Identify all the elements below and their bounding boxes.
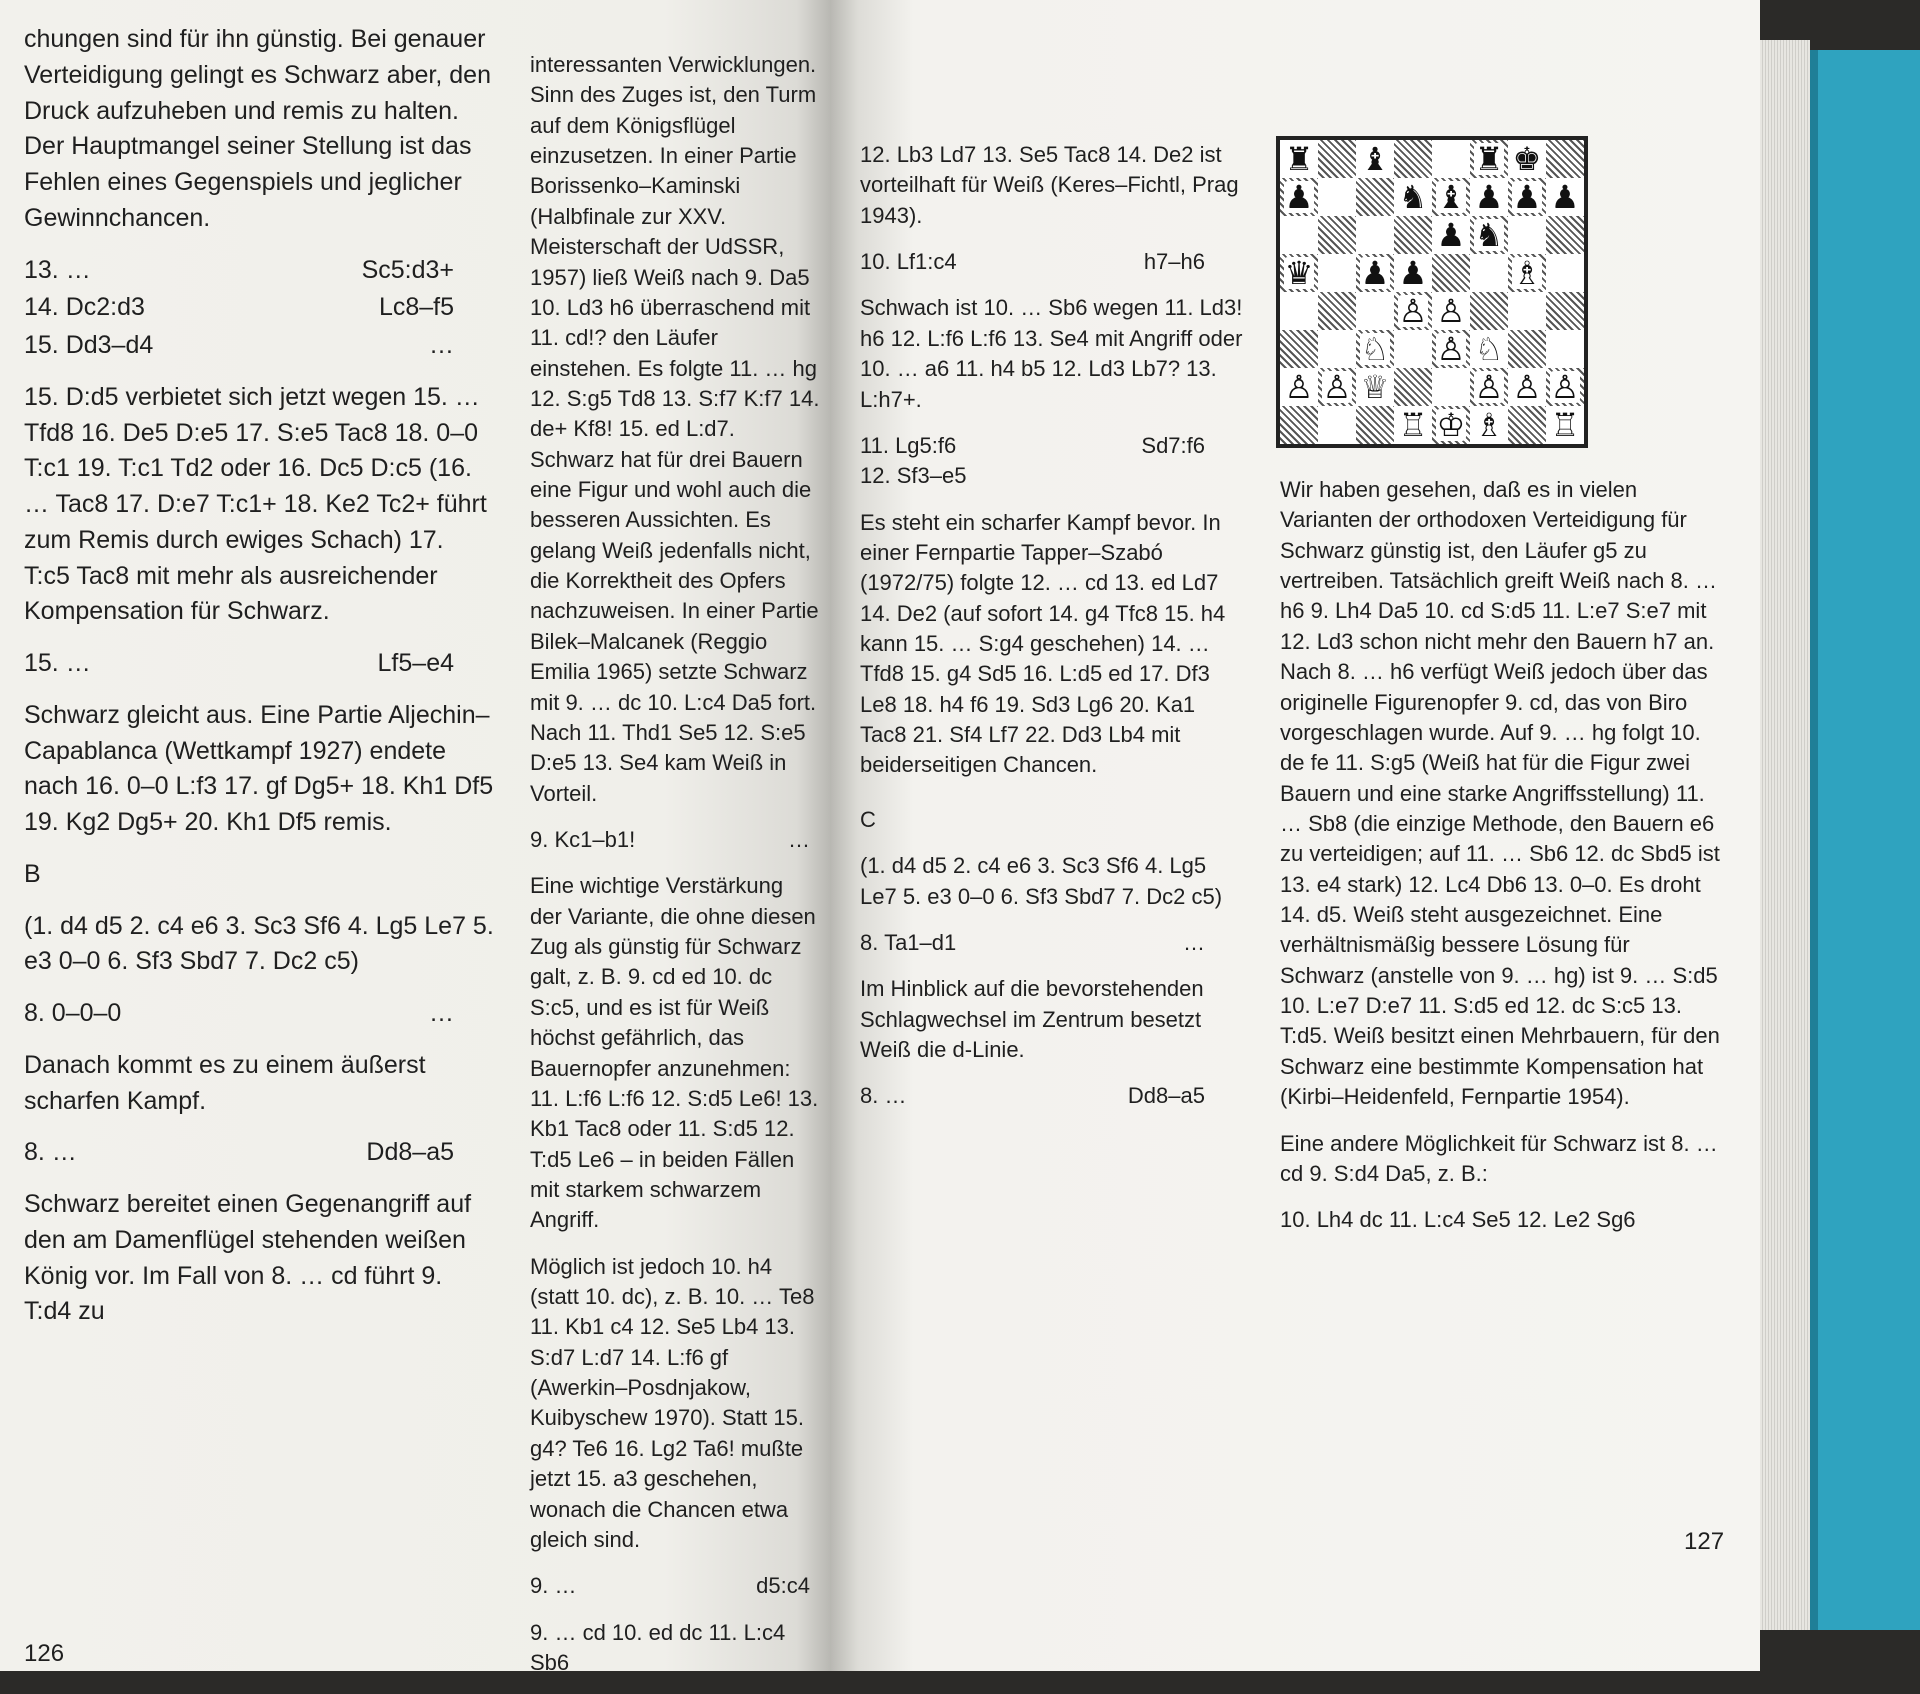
chess-piece: ♟ [1550,178,1580,216]
chess-piece: ♟ [1398,254,1428,292]
board-square [1394,254,1432,292]
board-square [1470,178,1508,216]
book-cover-edge [1810,50,1818,1630]
move-line [860,461,1245,491]
paragraph: chungen sind für ihn günstig. Bei genauer Verteidigung gelingt es Schwarz aber, den Druck aufzuheben und remis zu halten. Der Hauptmangel seiner Stellung ist das Fehlen eines Gegenspiels und jeglicher Gewinnchancen. [24,25,491,232]
move-white: 8. … [860,1083,907,1109]
move-white: 15. Dd3–d4 [24,331,154,359]
section-heading-c: C [860,806,876,832]
board-square [1280,216,1318,254]
move-black: h7–h6 [1143,249,1205,275]
paragraph: Wir haben gesehen, daß es in vielen Varianten der orthodoxen Verteidigung für Schwarz günstig ist, den Läufer g5 zu vertreiben. Tatsächlich greift Weiß nach 8. … h6 9. Lh4 Da5 10. cd S:d5 11. L:e7 S:e7 mit 12. Ld3 schon nicht mehr den Bauern h7 an. Nach 8. … h6 verfügt Weiß jedoch über das originelle Figurenopfer 9. cd, das von Biro vorgeschlagen wurde. Auf 9. … hg folgt 10. de fe 11. S:g5 (Weiß hat für die Figur zwei Bauern und eine starke Angriffsstellung) 11. … Sb8 (die einzige Methode, den Bauern e6 zu verteidigen; auf 11. … Sb6 12. dc Sbd5 ist 13. e4 stark) 12. Lc4 Db6 13. 0–0. Es droht 14. d5. Weiß steht ausgezeichnet. Eine verhältnismäßig bessere Lösung für Schwarz (anstelle von 9. … hg) ist 9. … S:d5 10. L:e7 D:e7 11. S:d5 ed 12. dc S:c5 13. T:d5. Weiß besitzt einen Mehrbauern, für den Schwarz eine bestimmte Kompensation hat (Kirbi–Heidenfeld, Fernpartie 1954). [1280,477,1720,1110]
board-square [1318,368,1356,406]
paragraph: 12. Lb3 Ld7 13. Se5 Tac8 14. De2 ist vorteilhaft für Weiß (Keres–Fichtl, Prag 1943). [860,142,1239,228]
board-square [1356,330,1394,368]
move-line [530,1571,820,1601]
chess-piece: ♙ [1436,330,1466,368]
move-line [24,646,494,682]
left-column [24,22,494,1346]
board-square [1508,406,1546,444]
board-square [1394,140,1432,178]
move-black: Sd7:f6 [1141,432,1205,458]
page-edges [1760,40,1810,1630]
move-white: 12. Sf3–e5 [860,463,967,489]
board-square [1356,178,1394,216]
chess-piece: ♙ [1322,368,1352,406]
board-square [1470,330,1508,368]
board-square [1508,178,1546,216]
paragraph: (1. d4 d5 2. c4 e6 3. Sc3 Sf6 4. Lg5 Le7 5. e3 0–0 6. Sf3 Sbd7 7. Dc2 c5) [860,853,1223,909]
board-square [1432,292,1470,330]
chess-piece: ♝ [1360,140,1390,178]
board-square [1394,330,1432,368]
board-square [1394,368,1432,406]
chess-piece: ♙ [1550,368,1580,406]
move-black: … [429,999,454,1027]
board-square [1356,292,1394,330]
board-square [1470,216,1508,254]
chess-piece: ♟ [1436,216,1466,254]
board-square [1356,216,1394,254]
chess-piece: ♜ [1474,140,1504,178]
book-cover [1810,50,1920,1630]
board-square [1546,292,1584,330]
board-square [1432,330,1470,368]
move-black: … [429,331,454,359]
chess-piece: ♘ [1474,330,1504,368]
move-line [24,253,494,289]
board-square [1280,330,1318,368]
board-square [1280,254,1318,292]
move-line [860,431,1245,461]
move-line [24,328,494,364]
chess-piece: ♞ [1398,178,1428,216]
board-square [1508,140,1546,178]
chess-piece: ♟ [1512,178,1542,216]
chess-piece: ♗ [1474,406,1504,444]
paragraph: Möglich ist jedoch 10. h4 (statt 10. dc), z. B. 10. … Te8 11. Kb1 c4 12. Se5 Lb4 13. S:d7 L:d7 14. L:f6 gf (Awerkin–Posdnjakow, Kuibyschew 1970). Statt 15. g4? Te6 16. Lg2 Ta6! mußte jetzt 15. a3 geschehen, wonach die Chancen etwa gleich sind. [530,1253,815,1552]
move-white: 10. Lf1:c4 [860,249,957,275]
board-square [1280,178,1318,216]
chess-piece: ♙ [1284,368,1314,406]
move-white: 8. 0–0–0 [24,999,122,1027]
paragraph: Eine andere Möglichkeit für Schwarz ist 8. … cd 9. S:d4 Da5, z. B.: [1280,1130,1718,1186]
move-line [24,996,494,1032]
move-white: 11. Lg5:f6 [860,432,957,458]
move-line [530,825,820,855]
board-square [1356,254,1394,292]
chess-piece: ♟ [1284,178,1314,216]
board-square [1546,178,1584,216]
move-line [24,290,494,326]
move-black [1205,461,1245,491]
chess-diagram [1276,136,1588,448]
right-column-2 [1280,475,1720,1252]
board-square [1394,178,1432,216]
board-square [1470,406,1508,444]
page-number-left: 126 [24,1640,65,1667]
board-square [1508,254,1546,292]
move-white: 8. Ta1–d1 [860,929,957,955]
chess-piece: ♖ [1398,406,1428,444]
right-column-1 [860,140,1245,1128]
board-square [1394,406,1432,444]
board-square [1280,292,1318,330]
chess-piece: ♚ [1512,140,1542,178]
move-white: 13. … [24,255,91,284]
board-square [1318,178,1356,216]
board-square [1280,368,1318,406]
board-square [1280,406,1318,444]
move-line [860,247,1245,277]
paragraph: Es steht ein scharfer Kampf bevor. In einer Fernpartie Tapper–Szabó (1972/75) folgte 12. … cd 13. ed Ld7 14. De2 (auf sofort 14. g4 Tfc8 15. h4 kann 15. … S:g4 geschehen) 14. … Tfd8 15. g4 Sd5 16. L:d5 ed 17. Df3 Le8 18. h4 f6 19. Sd3 Lg6 20. Ka1 Tac8 21. Sf4 Lf7 22. Dd3 Lb4 mit beiderseitigen Chancen. [860,509,1226,778]
move-white: 14. Dc2:d3 [24,293,145,322]
paragraph: (1. d4 d5 2. c4 e6 3. Sc3 Sf6 4. Lg5 Le7 5. e3 0–0 6. Sf3 Sbd7 7. Dc2 c5) [24,911,494,976]
board-square [1470,292,1508,330]
move-white: 8. … [24,1138,77,1167]
chess-piece: ♗ [1512,254,1542,292]
paragraph: interessanten Verwicklungen. Sinn des Zuges ist, den Turm auf dem Königsflügel einzusetzen. In einer Partie Borissenko–Kaminski (Halbfinale zur XXV. Meisterschaft der UdSSR, 1957) ließ Weiß nach 9. Da5 10. Ld3 h6 überraschend mit 11. cd!? den Läufer einstehen. Es folgte 11. … hg 12. S:g5 Td8 13. S:f7 K:f7 14. de+ Kf8! 15. ed L:d7. Schwarz hat für drei Bauern eine Figur und wohl auch die besseren Aussichten. Es gelang Weiß jedenfalls nicht, die Korrektheit des Opfers nachzuweisen. In einer Partie Bilek–Malcanek (Reggio Emilia 1965) setzte Schwarz mit 9. … dc 10. L:c4 Da5 fort. Nach 11. Thd1 Se5 12. S:e5 D:e5 13. Se4 kam Weiß in Vorteil. [530,52,820,806]
chess-piece: ♙ [1436,292,1466,330]
paragraph: Schwach ist 10. … Sb6 wegen 11. Ld3! h6 12. L:f6 L:f6 13. Se4 mit Angriff oder 10. … a6 11. h4 b5 12. Ld3 Lb7? 13. L:h7+. [860,295,1243,412]
board-square [1356,406,1394,444]
board-square [1470,254,1508,292]
board-square [1356,368,1394,406]
move-line [860,1081,1245,1111]
section-heading-b: B [24,859,41,888]
board-square [1546,330,1584,368]
board-square [1546,216,1584,254]
paragraph: 9. … cd 10. ed dc 11. L:c4 Sb6 [530,1619,786,1675]
board-square [1508,292,1546,330]
move-white: 9. Kc1–b1! [530,826,636,852]
board-square [1432,406,1470,444]
move-white: 15. … [24,649,91,677]
chess-piece: ♖ [1550,406,1580,444]
board-square [1318,292,1356,330]
paragraph: 15. D:d5 verbietet sich jetzt wegen 15. … Tfd8 16. De5 D:e5 17. S:e5 Tac8 18. 0–0 T:c1 19. T:c1 Td2 oder 16. Dc5 D:c5 (16. … Tac8 17. D:e7 T:c1+ 18. Ke2 Tc2+ führt zum Remis durch ewiges Schach) 17. T:c5 Tac8 mit mehr als ausreichender Kompensation für Schwarz. [24,382,487,626]
move-white: 9. … [530,1573,577,1599]
paragraph: Schwarz gleicht aus. Eine Partie Aljechin–Capablanca (Wettkampf 1927) endete nach 16. 0–0 L:f3 17. gf Dg5+ 18. Kh1 Df5 19. Kg2 Dg5+ 20. Kh1 Df5 remis. [24,700,494,836]
chess-piece: ♝ [1436,178,1466,216]
paragraph: 10. Lh4 dc 11. L:c4 Se5 12. Le2 Sg6 [1280,1207,1636,1233]
paragraph: Eine wichtige Verstärkung der Variante, die ohne diesen Zug als günstig für Schwarz galt, z. B. 9. cd ed 10. dc S:c5, und es ist für Weiß höchst gefährlich, das Bauernopfer anzunehmen: 11. L:f6 L:f6 12. S:d5 Le6! 13. Kb1 Tac8 oder 11. S:d5 12. T:d5 Le6 – in beiden Fällen mit starkem schwarzem Angriff. [530,873,819,1233]
chess-piece: ♙ [1474,368,1504,406]
board-square [1394,292,1432,330]
board-square [1432,140,1470,178]
board-square [1508,216,1546,254]
board-square [1318,140,1356,178]
board-square [1432,368,1470,406]
move-black: d5:c4 [756,1573,810,1599]
move-black: Lf5–e4 [377,649,454,677]
board-square [1394,216,1432,254]
chess-piece: ♟ [1360,254,1390,292]
board-square [1508,368,1546,406]
chess-piece: ♞ [1474,216,1504,254]
board-square [1470,368,1508,406]
board-square [1318,406,1356,444]
board-square [1508,330,1546,368]
paragraph: Im Hinblick auf die bevorstehenden Schlagwechsel im Zentrum besetzt Weiß die d-Linie. [860,976,1204,1062]
chess-piece: ♕ [1360,368,1390,406]
board-square [1432,178,1470,216]
board-square [1318,216,1356,254]
board-square [1546,254,1584,292]
board-square [1546,368,1584,406]
page-number-right: 127 [1684,1528,1725,1555]
chess-piece: ♙ [1512,368,1542,406]
chess-piece: ♜ [1284,140,1314,178]
board-square [1432,216,1470,254]
chess-piece: ♟ [1474,178,1504,216]
chess-piece: ♛ [1284,254,1314,292]
board-square [1546,140,1584,178]
board-square [1470,140,1508,178]
board-square [1280,140,1318,178]
move-line [860,928,1245,958]
board-square [1546,406,1584,444]
chess-piece: ♙ [1398,292,1428,330]
board-square [1356,140,1394,178]
board-square [1432,254,1470,292]
move-black: Dd8–a5 [366,1138,454,1167]
move-black: … [1183,929,1205,955]
chess-piece: ♘ [1360,330,1390,368]
move-black: Lc8–f5 [378,293,454,322]
paragraph: Danach kommt es zu einem äußerst scharfen Kampf. [24,1050,426,1115]
middle-column [530,50,820,1694]
move-black: Dd8–a5 [1127,1083,1205,1109]
move-black: Sc5:d3+ [361,255,454,284]
board-square [1318,254,1356,292]
move-black: … [788,826,810,852]
board-square [1318,330,1356,368]
paragraph: Schwarz bereitet einen Gegenangriff auf den am Damenflügel stehenden weißen König vor. Im Fall von 8. … cd führt 9. T:d4 zu [24,1190,472,1326]
chess-piece: ♔ [1436,406,1466,444]
move-line [24,1135,494,1171]
